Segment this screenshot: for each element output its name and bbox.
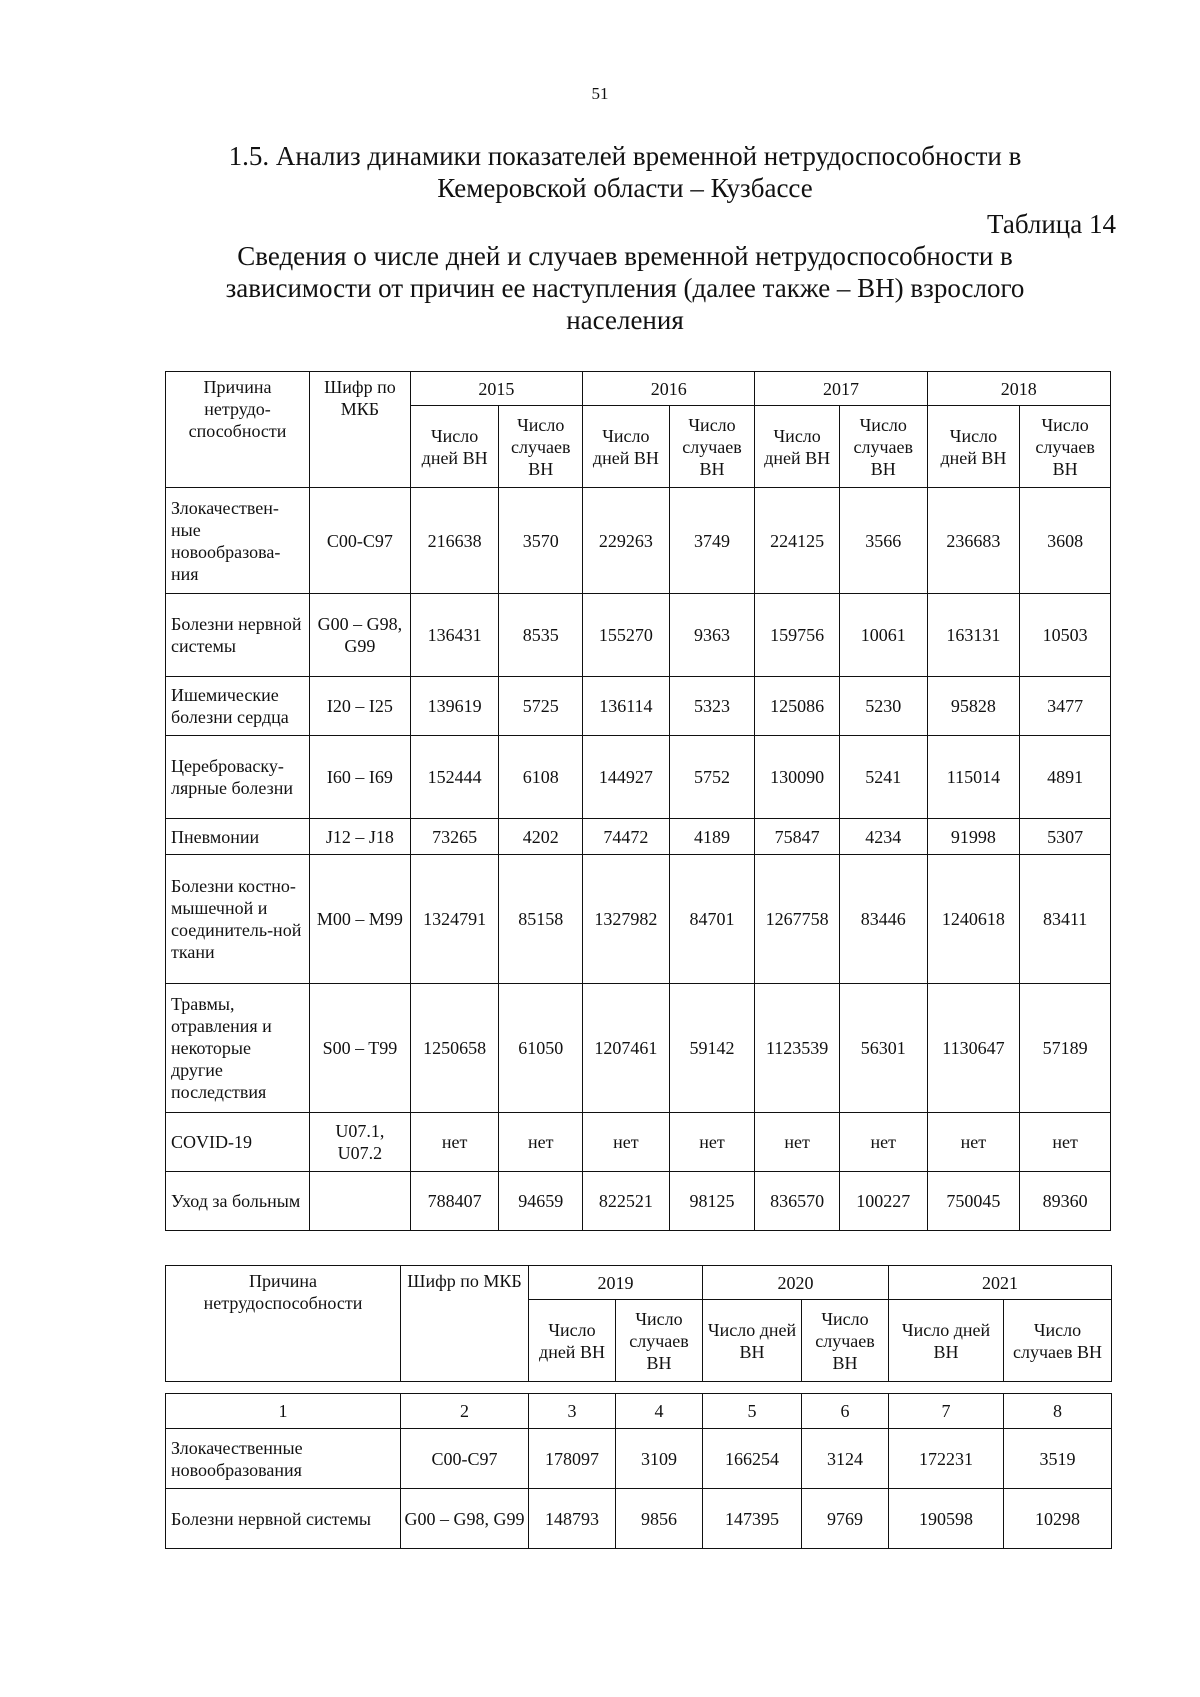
table-row — [166, 1172, 1111, 1231]
cell-value: 8535 — [499, 594, 583, 677]
row-cause: COVID-19 — [166, 1113, 310, 1172]
header-year: 2020 — [703, 1266, 889, 1300]
cell-value: 216638 — [410, 488, 499, 594]
cell-value: 3570 — [499, 488, 583, 594]
row-cause: Злокачественные новообразования — [166, 1429, 401, 1489]
cell-value: 136431 — [410, 594, 499, 677]
cell-value: нет — [583, 1113, 670, 1172]
cell-value: 224125 — [755, 488, 840, 594]
table-row — [166, 736, 1111, 819]
header-cases: Число случаев ВН — [839, 406, 927, 488]
row-code — [310, 1172, 411, 1231]
cell-value: 3477 — [1020, 677, 1111, 736]
header-year: 2021 — [889, 1266, 1112, 1300]
cell-value: 1267758 — [755, 855, 840, 984]
cell-value: 1123539 — [755, 984, 840, 1113]
header-year: 2019 — [529, 1266, 703, 1300]
table-caption: Сведения о числе дней и случаев временной нетрудоспособности в зависимости от причин ее наступления (далее также – ВН) взрослого населения — [225, 241, 1025, 335]
header-days: Число дней ВН — [529, 1300, 616, 1382]
row-code: G00 – G98, G99 — [401, 1489, 529, 1549]
cell-value: 9363 — [669, 594, 755, 677]
table-row — [166, 1429, 1112, 1489]
cell-value: 115014 — [927, 736, 1020, 819]
table-row — [166, 677, 1111, 736]
cell-value: 100227 — [839, 1172, 927, 1231]
column-number: 1 — [166, 1394, 401, 1429]
cell-value: нет — [927, 1113, 1020, 1172]
cell-value: 56301 — [839, 984, 927, 1113]
section-title: 1.5. Анализ динамики показателей временной нетрудоспособности в Кемеровской области – Кузбассе — [228, 141, 1022, 203]
row-code: M00 – M99 — [310, 855, 411, 984]
row-cause: Уход за больным — [166, 1172, 310, 1231]
cell-value: 136114 — [583, 677, 670, 736]
cell-value: 1250658 — [410, 984, 499, 1113]
cell-value: 3124 — [802, 1429, 889, 1489]
cell-value: 5752 — [669, 736, 755, 819]
row-code: S00 – T99 — [310, 984, 411, 1113]
cell-value: 1327982 — [583, 855, 670, 984]
table-header-row — [166, 1266, 1112, 1300]
column-number: 4 — [616, 1394, 703, 1429]
row-code: I20 – I25 — [310, 677, 411, 736]
row-cause: Злокачествен-ные новообразова-ния — [166, 488, 310, 594]
row-cause: Пневмонии — [166, 819, 310, 855]
cell-value: нет — [1020, 1113, 1111, 1172]
table-2015-2018 — [165, 371, 1111, 1231]
cell-value: нет — [499, 1113, 583, 1172]
column-numbers-row — [166, 1394, 1112, 1429]
cell-value: 159756 — [755, 594, 840, 677]
cell-value: 5230 — [839, 677, 927, 736]
row-cause: Болезни костно-мышечной и соединитель-ной ткани — [166, 855, 310, 984]
cell-value: 3519 — [1004, 1429, 1112, 1489]
cell-value: 1324791 — [410, 855, 499, 984]
header-days: Число дней ВН — [889, 1300, 1004, 1382]
header-year: 2015 — [410, 372, 582, 406]
cell-value: 9856 — [616, 1489, 703, 1549]
header-code: Шифр по МКБ — [310, 372, 411, 488]
cell-value: 4189 — [669, 819, 755, 855]
row-cause: Болезни нервной системы — [166, 1489, 401, 1549]
cell-value: 98125 — [669, 1172, 755, 1231]
cell-value: 95828 — [927, 677, 1020, 736]
row-code: G00 – G98, G99 — [310, 594, 411, 677]
cell-value: 3608 — [1020, 488, 1111, 594]
cell-value: 3109 — [616, 1429, 703, 1489]
header-days: Число дней ВН — [583, 406, 670, 488]
table-row — [166, 1113, 1111, 1172]
table-row — [166, 984, 1111, 1113]
cell-value: 5307 — [1020, 819, 1111, 855]
cell-value: нет — [755, 1113, 840, 1172]
cell-value: 4202 — [499, 819, 583, 855]
cell-value: 130090 — [755, 736, 840, 819]
cell-value: 9769 — [802, 1489, 889, 1549]
row-code: C00-C97 — [401, 1429, 529, 1489]
cell-value: нет — [669, 1113, 755, 1172]
table-row — [166, 855, 1111, 984]
row-cause: Болезни нервной системы — [166, 594, 310, 677]
cell-value: 84701 — [669, 855, 755, 984]
row-cause: Цереброваску-лярные болезни — [166, 736, 310, 819]
cell-value: 89360 — [1020, 1172, 1111, 1231]
cell-value: 139619 — [410, 677, 499, 736]
cell-value: 1207461 — [583, 984, 670, 1113]
cell-value: 236683 — [927, 488, 1020, 594]
cell-value: 74472 — [583, 819, 670, 855]
cell-value: 144927 — [583, 736, 670, 819]
table-2019-2021-body — [165, 1393, 1112, 1549]
cell-value: 10298 — [1004, 1489, 1112, 1549]
cell-value: 57189 — [1020, 984, 1111, 1113]
cell-value: 5725 — [499, 677, 583, 736]
cell-value: 148793 — [529, 1489, 616, 1549]
page-number: 51 — [591, 84, 609, 103]
cell-value: 147395 — [703, 1489, 802, 1549]
table-header-row — [166, 372, 1111, 406]
cell-value: 1240618 — [927, 855, 1020, 984]
cell-value: 836570 — [755, 1172, 840, 1231]
cell-value: 163131 — [927, 594, 1020, 677]
cell-value: 178097 — [529, 1429, 616, 1489]
cell-value: 4891 — [1020, 736, 1111, 819]
cell-value: 73265 — [410, 819, 499, 855]
header-days: Число дней ВН — [703, 1300, 802, 1382]
header-cause: Причина нетрудоспособности — [166, 1266, 401, 1382]
cell-value: 83411 — [1020, 855, 1111, 984]
header-cases: Число случаев ВН — [1004, 1300, 1112, 1382]
table-number: Таблица 14 — [987, 209, 1116, 239]
cell-value: 172231 — [889, 1429, 1004, 1489]
row-code: I60 – I69 — [310, 736, 411, 819]
cell-value: 91998 — [927, 819, 1020, 855]
cell-value: 61050 — [499, 984, 583, 1113]
table-row — [166, 819, 1111, 855]
table-row — [166, 594, 1111, 677]
column-number: 7 — [889, 1394, 1004, 1429]
cell-value: нет — [410, 1113, 499, 1172]
row-code: U07.1, U07.2 — [310, 1113, 411, 1172]
column-number: 6 — [802, 1394, 889, 1429]
cell-value: 750045 — [927, 1172, 1020, 1231]
column-number: 5 — [703, 1394, 802, 1429]
header-year: 2017 — [755, 372, 927, 406]
header-cases: Число случаев ВН — [802, 1300, 889, 1382]
cell-value: 229263 — [583, 488, 670, 594]
header-cases: Число случаев ВН — [669, 406, 755, 488]
header-cases: Число случаев ВН — [1020, 406, 1111, 488]
cell-value: 3749 — [669, 488, 755, 594]
header-days: Число дней ВН — [755, 406, 840, 488]
cell-value: 5323 — [669, 677, 755, 736]
cell-value: 3566 — [839, 488, 927, 594]
header-days: Число дней ВН — [410, 406, 499, 488]
column-number: 2 — [401, 1394, 529, 1429]
cell-value: 152444 — [410, 736, 499, 819]
cell-value: 5241 — [839, 736, 927, 819]
column-number: 8 — [1004, 1394, 1112, 1429]
cell-value: 10503 — [1020, 594, 1111, 677]
cell-value: 94659 — [499, 1172, 583, 1231]
row-code: J12 – J18 — [310, 819, 411, 855]
cell-value: 75847 — [755, 819, 840, 855]
header-code: Шифр по МКБ — [401, 1266, 529, 1382]
header-year: 2016 — [583, 372, 755, 406]
header-days: Число дней ВН — [927, 406, 1020, 488]
cell-value: 10061 — [839, 594, 927, 677]
cell-value: 85158 — [499, 855, 583, 984]
cell-value: 166254 — [703, 1429, 802, 1489]
cell-value: 788407 — [410, 1172, 499, 1231]
table-row — [166, 1489, 1112, 1549]
cell-value: 190598 — [889, 1489, 1004, 1549]
header-cases: Число случаев ВН — [616, 1300, 703, 1382]
cell-value: 822521 — [583, 1172, 670, 1231]
cell-value: 155270 — [583, 594, 670, 677]
cell-value: 83446 — [839, 855, 927, 984]
cell-value: 6108 — [499, 736, 583, 819]
cell-value: 1130647 — [927, 984, 1020, 1113]
cell-value: нет — [839, 1113, 927, 1172]
header-cases: Число случаев ВН — [499, 406, 583, 488]
table-2019-2021-header — [165, 1265, 1112, 1382]
row-code: C00-C97 — [310, 488, 411, 594]
cell-value: 125086 — [755, 677, 840, 736]
header-year: 2018 — [927, 372, 1110, 406]
cell-value: 59142 — [669, 984, 755, 1113]
row-cause: Травмы, отравления и некоторые другие последствия — [166, 984, 310, 1113]
row-cause: Ишемические болезни сердца — [166, 677, 310, 736]
cell-value: 4234 — [839, 819, 927, 855]
column-number: 3 — [529, 1394, 616, 1429]
header-cause: Причина нетрудо-способности — [166, 372, 310, 488]
table-row — [166, 488, 1111, 594]
